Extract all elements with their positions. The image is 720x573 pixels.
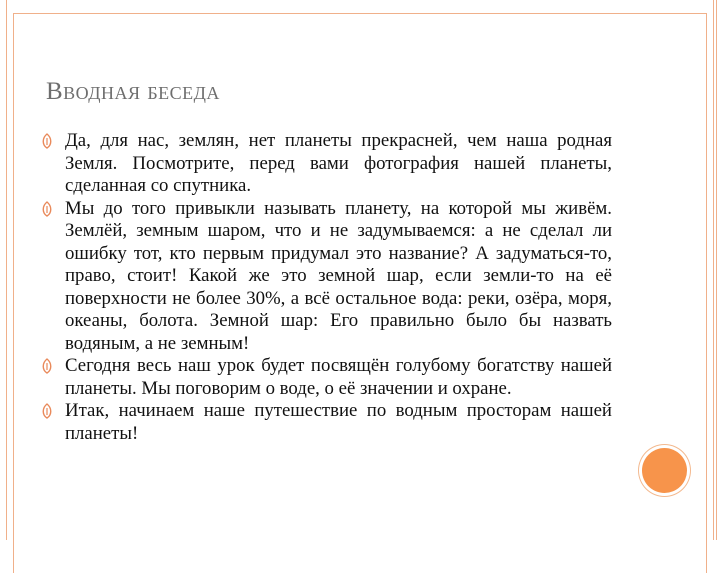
bullet-text: Да, для нас, землян, нет планеты прекрасней, чем наша родная Земля. Посмотрите, перед вами фотография нашей планеты, сделанная со спутника. bbox=[65, 130, 612, 196]
bullet-text: Сегодня весь наш урок будет посвящён голубому богатству нашей планеты. Мы поговорим о воде, о её значении и охране. bbox=[65, 355, 612, 399]
orange-circle-icon bbox=[642, 448, 687, 493]
bullet-item bbox=[40, 400, 612, 445]
left-decorative-line bbox=[6, 0, 7, 540]
ornamental-bullet-icon bbox=[40, 357, 54, 375]
bullet-text: Мы до того привыкли называть планету, на которой мы живём. Землёй, земным шаром, что и не задумываемся: а не сделал ли ошибку тот, кто первым придумал это название? А задуматься-то, право, стоит! Какой же это земной шар, если земли-то на её поверхности не более 30%, а всё остальное вода: реки, озёра, моря, океаны, болота. Земной шар: Его правильно было бы назвать водяным, а не земным! bbox=[65, 197, 612, 354]
right-decorative-line-outer bbox=[716, 0, 717, 540]
ornamental-bullet-icon bbox=[40, 200, 54, 218]
bullet-item bbox=[40, 198, 612, 356]
bullet-text: Итак, начинаем наше путешествие по водным просторам нашей планеты! bbox=[65, 400, 612, 444]
bullet-item bbox=[40, 130, 612, 198]
right-decorative-line bbox=[713, 0, 714, 540]
ornamental-bullet-icon bbox=[40, 402, 54, 420]
bullet-item bbox=[40, 355, 612, 400]
slide-title: Вводная беседа bbox=[46, 78, 220, 105]
bullet-list bbox=[40, 130, 612, 445]
ornamental-bullet-icon bbox=[40, 132, 54, 150]
